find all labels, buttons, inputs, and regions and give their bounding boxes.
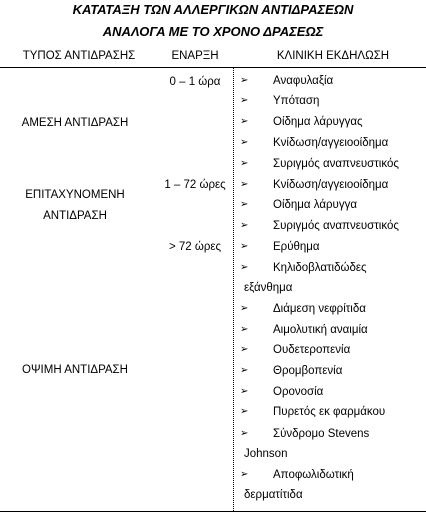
bullet-icon: ➢: [240, 344, 249, 355]
bullet-icon: ➢: [240, 428, 249, 439]
list-item: Υπόταση: [273, 95, 320, 107]
list-item: Συριγμός αναπνευστικός: [273, 220, 399, 232]
list-item: Οίδημα λάρυγγας: [273, 116, 363, 128]
type-accelerated-line-1: ΕΠΙΤΑΧΥΝΟΜΕΝΗ: [25, 189, 125, 201]
type-immediate: ΑΜΕΣΗ ΑΝΤΙΔΡΑΣΗ: [21, 117, 129, 129]
onset-accelerated: 1 – 72 ώρες: [164, 179, 226, 191]
list-item: Κνίδωση/αγγειοοίδημα: [273, 137, 389, 149]
bullet-icon: ➢: [240, 324, 249, 335]
bullet-icon: ➢: [240, 75, 249, 86]
list-item: Ερύθημα: [273, 241, 320, 253]
list-item: Σύνδρομο Stevens: [273, 428, 370, 440]
list-item: Κνίδωση/αγγειοοίδημα: [273, 179, 389, 191]
bullet-icon: ➢: [240, 241, 249, 252]
header-type: ΤΥΠΟΣ ΑΝΤΙΔΡΑΣΗΣ: [22, 50, 136, 62]
header-rule: [0, 67, 426, 68]
list-item: Ουδετεροπενία: [273, 344, 351, 356]
bullet-icon: ➢: [240, 95, 249, 106]
title-line-1: ΚΑΤΑΤΑΞΗ ΤΩΝ ΑΛΛΕΡΓΙΚΩΝ ΑΝΤΙΔΡΑΣΕΩΝ: [72, 2, 354, 17]
bullet-icon: ➢: [240, 116, 249, 127]
onset-late: > 72 ώρες: [168, 241, 222, 253]
onset-immediate: 0 – 1 ώρα: [169, 76, 221, 88]
list-item: Οίδημα λάρυγγα: [273, 199, 357, 211]
bullet-icon: ➢: [240, 199, 249, 210]
title-line-2: ΑΝΑΛΟΓΑ ΜΕ ΤΟ ΧΡΟΝΟ ΔΡΑΣΕΩΣ: [102, 24, 324, 39]
list-item: Κηλιδοβλατιδώδες: [273, 262, 367, 274]
bullet-icon: ➢: [240, 137, 249, 148]
list-item: Διάμεση νεφρίτιδα: [273, 303, 366, 315]
list-item: Αποφωλιδωτική: [273, 469, 354, 481]
list-item: Αναφυλαξία: [273, 75, 334, 87]
list-item-continuation: δερματίτιδα: [244, 489, 303, 501]
type-accelerated-line-2: ΑΝΤΙΔΡΑΣΗ: [43, 210, 107, 222]
bullet-icon: ➢: [240, 469, 249, 480]
list-item: Θρομβοπενία: [273, 365, 343, 377]
list-item-continuation: Johnson: [244, 448, 288, 460]
bullet-icon: ➢: [240, 406, 249, 417]
header-clinical: ΚΛΙΝΙΚΗ ΕΚΔΗΛΩΣΗ: [276, 50, 390, 62]
list-item: Συριγμός αναπνευστικός: [273, 158, 399, 170]
bullet-icon: ➢: [240, 303, 249, 314]
column-divider: [233, 67, 234, 511]
bullet-icon: ➢: [240, 262, 249, 273]
list-item: Ορονοσία: [273, 386, 324, 398]
header-onset: ΕΝΑΡΞΗ: [171, 50, 219, 62]
list-item: Πυρετός εκ φαρμάκου: [273, 406, 386, 418]
type-late: ΟΨΙΜΗ ΑΝΤΙΔΡΑΣΗ: [22, 364, 128, 376]
bullet-icon: ➢: [240, 386, 249, 397]
bullet-icon: ➢: [240, 365, 249, 376]
bullet-icon: ➢: [240, 158, 249, 169]
table-bottom-rule: [0, 511, 426, 512]
list-item-continuation: εξάνθημα: [244, 282, 293, 294]
list-item: Αιμολυτική αναιμία: [273, 324, 368, 336]
bullet-icon: ➢: [240, 179, 249, 190]
bullet-icon: ➢: [240, 220, 249, 231]
